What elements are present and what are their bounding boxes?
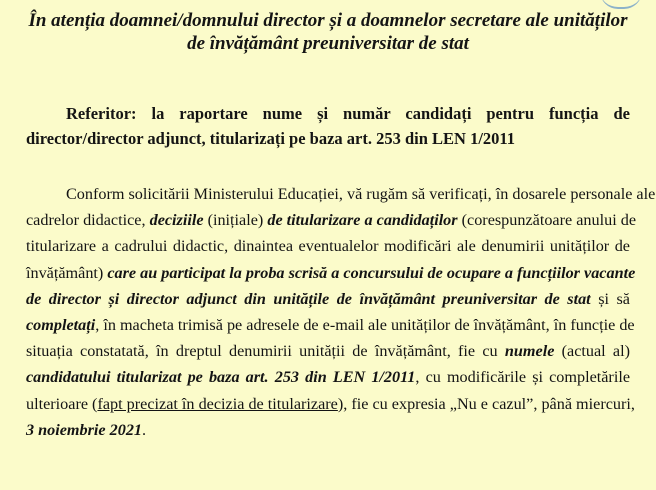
body-text-run: (corespunzătoare anului de <box>457 211 637 230</box>
body-text-run: , cu modificările și completările <box>415 368 631 387</box>
underlined-text: fapt precizat în decizia de titularizare <box>97 394 338 413</box>
body-line-3 <box>26 233 630 259</box>
body-text-run: situația constatată, în dreptul denumirii unității de învățământ, fie cu <box>26 342 505 361</box>
emphasis-text: candidatului titularizat pe baza art. 253 din LEN 1/2011 <box>26 368 416 387</box>
deadline-date: 3 noiembrie 2021 <box>26 420 143 439</box>
body-paragraph <box>26 181 656 443</box>
body-line-2 <box>26 207 637 233</box>
subject-line: Referitor: la raportare nume și număr candidați pentru funcția de director/director adjunct, titularizați pe baza art. 253 din LEN 1/2011 <box>26 104 630 148</box>
emphasis-text: care au participat la proba scrisă a concursului de ocupare a funcțiilor vacante <box>107 263 636 282</box>
body-text-run: ), fie cu expresia „Nu e cazul”, până miercuri, <box>337 394 635 413</box>
body-line-7 <box>26 338 630 364</box>
body-text-run: învățământ) <box>26 263 108 282</box>
stamp-fragment <box>600 0 642 9</box>
body-text-run: cadrelor didactice, <box>26 211 150 230</box>
body-line-8 <box>26 364 630 390</box>
heading-line-2: de învățământ preuniversitar de stat <box>187 33 469 54</box>
emphasis-text: de titularizare a candidaților <box>267 211 458 230</box>
body-text-run: Conform solicitării Ministerului Educației, vă rugăm să verificați, în dosarele personale ale <box>66 185 656 203</box>
body-text-run: (actual al) <box>554 342 631 361</box>
body-line-1 <box>26 181 656 207</box>
body-text-run: ulterioare ( <box>26 394 98 413</box>
body-text-run: (inițiale) <box>203 211 268 230</box>
emphasis-text: numele <box>504 342 555 361</box>
body-line-10 <box>26 417 630 443</box>
body-text-run: titularizare a cadrului didactic, dinaintea eventualelor modificări ale denumirii unităților de <box>26 237 630 256</box>
body-line-6 <box>26 312 635 338</box>
emphasis-text: deciziile <box>149 211 204 230</box>
emphasis-text: completați <box>26 316 96 335</box>
body-text-run: și să <box>590 289 630 308</box>
emphasis-text: de director și director adjunct din unitățile de învățământ preuniversitar de stat <box>26 289 591 308</box>
heading-line-1: În atenția doamnei/domnului director și a doamnelor secretare ale unităților <box>28 10 628 31</box>
body-text-run: , în macheta trimisă pe adresele de e-mail ale unităților de învățământ, în funcție de <box>95 316 635 335</box>
body-line-4 <box>26 260 636 286</box>
body-text-run: . <box>142 420 147 439</box>
body-line-5 <box>26 286 630 312</box>
body-line-9 <box>26 391 635 417</box>
